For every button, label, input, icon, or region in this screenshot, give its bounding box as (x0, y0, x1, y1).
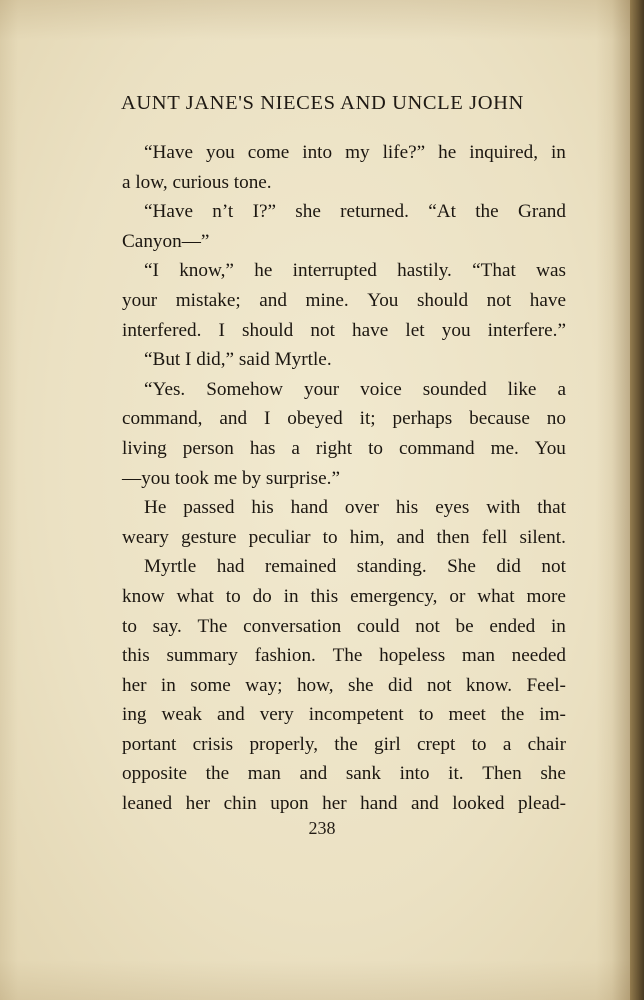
text-line: interfered. I should not have let you interfere.” (122, 319, 566, 341)
text-line: know what to do in this emergency, or what more (122, 585, 566, 607)
text-line: portant crisis properly, the girl crept to a chair (122, 733, 566, 755)
text-line: “But I did,” said Myrtle. (144, 349, 332, 371)
page-edge-shadow (630, 0, 644, 1000)
text-line: “Have n’t I?” she returned. “At the Grand (144, 201, 566, 223)
text-line: ing weak and very incompetent to meet the im- (122, 704, 566, 726)
text-line: your mistake; and mine. You should not have (122, 289, 566, 311)
page-number: 238 (308, 818, 336, 838)
text-line: opposite the man and sank into it. Then she (122, 763, 566, 785)
text-line: “Yes. Somehow your voice sounded like a (144, 378, 566, 400)
text-line: Myrtle had remained standing. She did not (144, 556, 566, 578)
text-line: —you took me by surprise.” (122, 467, 340, 489)
text-line: command, and I obeyed it; perhaps because no (122, 408, 566, 430)
text-line: weary gesture peculiar to him, and then fell silent. (122, 526, 566, 548)
body-text (122, 138, 566, 819)
text-line: her in some way; how, she did not know. Feel- (122, 674, 566, 696)
text-line: this summary fashion. The hopeless man needed (122, 645, 566, 667)
text-line: Canyon—” (122, 230, 210, 252)
running-head: AUNT JANE'S NIECES AND UNCLE JOHN (121, 92, 524, 114)
text-line: “Have you come into my life?” he inquired, in (144, 142, 566, 163)
text-line: leaned her chin upon her hand and looked plead- (122, 793, 566, 815)
text-line: a low, curious tone. (122, 171, 272, 193)
text-line: “I know,” he interrupted hastily. “That was (144, 260, 566, 282)
text-line: He passed his hand over his eyes with that (144, 497, 566, 519)
text-line: living person has a right to command me. You (122, 437, 566, 459)
text-line: to say. The conversation could not be ended in (122, 615, 566, 637)
